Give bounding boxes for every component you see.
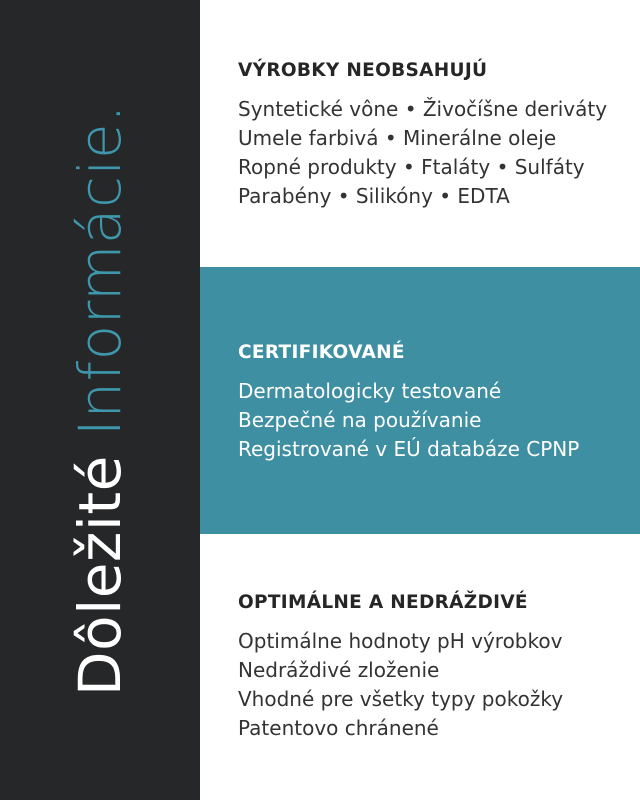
title-part-information: Informácie.: [66, 103, 134, 437]
title-part-important: Dôležité: [66, 455, 134, 697]
list-item: Patentovo chránené: [238, 716, 439, 740]
list-item: Optimálne hodnoty pH výrobkov: [238, 629, 563, 653]
list-item: Ropné produkty • Ftaláty • Sulfáty: [238, 155, 585, 179]
section-optimal-non-irritating: [238, 592, 563, 743]
list-item: Nedráždivé zloženie: [238, 658, 440, 682]
section-heading: OPTIMÁLNE A NEDRÁŽDIVÉ: [238, 592, 528, 613]
section-heading: VÝROBKY NEOBSAHUJÚ: [238, 60, 488, 81]
list-item: Registrované v EÚ databáze CPNP: [238, 437, 580, 461]
section-heading: CERTIFIKOVANÉ: [238, 342, 405, 363]
section-contains-none: [238, 60, 607, 211]
section-certified: [238, 342, 579, 464]
list-item: Dermatologicky testované: [238, 379, 502, 403]
sidebar-panel: [0, 0, 200, 800]
list-item: Vhodné pre všetky typy pokožky: [238, 687, 564, 711]
list-item: Syntetické vône • Živočíšne deriváty: [238, 97, 608, 121]
list-item: Bezpečné na používanie: [238, 408, 482, 432]
list-item: Umele farbivá • Minerálne oleje: [238, 126, 557, 150]
list-item: Parabény • Silikóny • EDTA: [238, 184, 510, 208]
vertical-title: [66, 103, 134, 697]
